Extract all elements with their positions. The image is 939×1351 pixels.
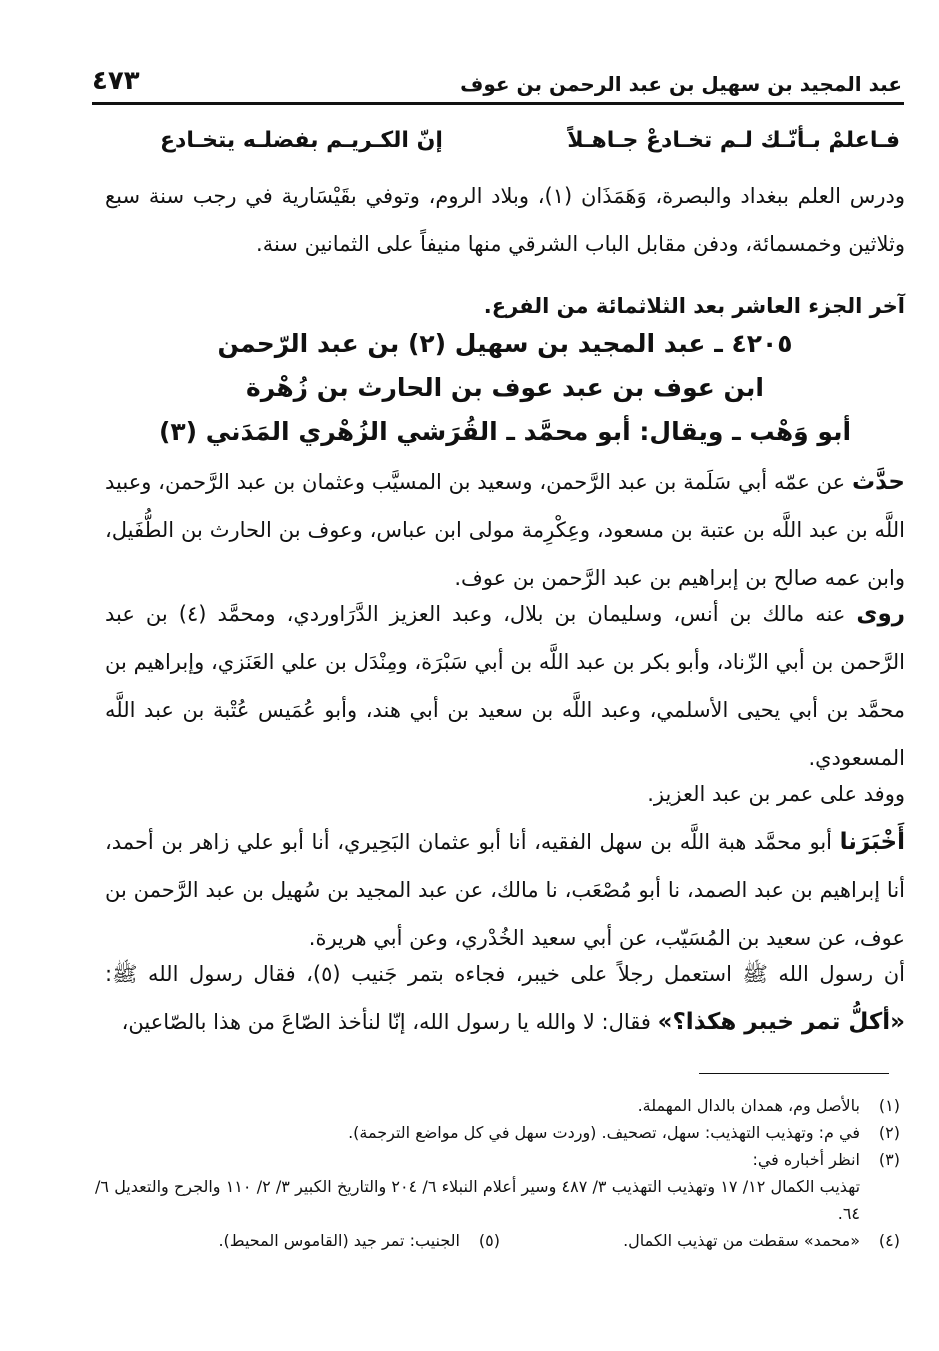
footnote-row-4-5 xyxy=(95,1227,900,1254)
part-end-note: آخر الجزء العاشر بعد الثلاثمائة من الفرع. xyxy=(483,294,905,318)
narrated-by-lead: روى xyxy=(856,601,906,627)
footnote-4 xyxy=(500,1227,900,1254)
footnote-text: بالأصل وم، همدان بالدال المهملة. xyxy=(637,1096,860,1115)
running-title: عبد المجيد بن سهيل بن عبد الرحمن بن عوف xyxy=(460,72,902,96)
footnote-3 xyxy=(95,1146,900,1173)
isnad-text: أبو محمَّد هبة اللَّه بن سهل الفقيه، أنا أبو عثمان البَحِيري، أنا أبو علي زاهر بن أحمد، أنا إبراهيم بن عبد الصمد، نا أبو مُصْعَب، نا مالك، عن عبد المجيد بن سُهيل بن عبد الرَّحمن بن عوف، عن سعيد بن المُسَيّب، عن أبي سعيد الخُدْري، وعن أبي هريرة. xyxy=(105,830,905,950)
footnote-divider xyxy=(699,1073,889,1074)
page-header xyxy=(92,62,902,102)
intro-paragraph: ودرس العلم ببغداد والبصرة، وَهَمَذَان (١)، وبلاد الروم، وتوفي بقَيْسَارية في رجب سنة سبع وثلاثين وخمسمائة، ودفن مقابل الباب الشرقي منها منيفاً على الثمانين سنة. xyxy=(105,184,905,256)
entry-heading-line-2: ابن عوف بن عبد عوف بن الحارث بن زُهْرة xyxy=(246,373,764,402)
hadith-paragraph xyxy=(105,950,905,1046)
footnote-text: الجنيب: تمر جيد (القاموس المحيط). xyxy=(218,1231,460,1250)
narrated-from-paragraph xyxy=(105,458,905,602)
footnote-number: (٥) xyxy=(478,1231,500,1250)
visit-paragraph: ووفد على عمر بن عبد العزيز. xyxy=(647,782,905,806)
footnote-number: (٤) xyxy=(878,1231,900,1250)
footnote-text: «محمد» سقطت من تهذيب الكمال. xyxy=(623,1231,860,1250)
footnote-5 xyxy=(100,1227,500,1254)
narrated-by-text: عنه مالك بن أنس، وسليمان بن بلال، وعبد العزيز الدَّرَاوردي، ومحمَّد (٤) بن عبد الرَّحمن بن أبي الزّناد، وأبو بكر بن عبد اللَّه بن أبي سَبْرَة، ومِنْدَل بن علي العَنَزي، وإبراهيم بن محمَّد بن أبي يحيى الأسلمي، وعبد اللَّه بن سعيد بن أبي هند، وأبو عُمَيس عُتْبة بن عبد اللَّه المسعودي. xyxy=(105,602,905,770)
entry-heading xyxy=(105,322,905,454)
narrated-from-lead: حدَّث xyxy=(852,469,905,495)
verse-second-hemistich: إنّ الكـريـم بفضلـه يتخـادع xyxy=(160,128,443,153)
page-number: ٤٧٣ xyxy=(92,66,140,96)
header-divider xyxy=(92,102,904,105)
entry-heading-line-1: ٤٢٠٥ ـ عبد المجيد بن سهيل (٢) بن عبد الرّحمن xyxy=(217,329,793,358)
isnad-paragraph xyxy=(105,818,905,962)
narrated-by-paragraph xyxy=(105,590,905,782)
narrated-from-text: عن عمّه أبي سَلَمة بن عبد الرَّحمن، وسعيد بن المسيَّب وعثمان بن عبد الرَّحمن، وعبيد اللَّه بن عبد اللَّه بن عتبة بن مسعود، وعِكْرِمة مولى ابن عباس، وعوف بن الحارث بن الطُّفَيل، وابن عمه صالح بن إبراهيم بن عبد الرَّحمن بن عوف. xyxy=(105,470,905,590)
entry-heading-line-3: أبو وَهْب ـ ويقال: أبو محمَّد ـ القُرَشي الزُهْري المَدَني (٣) xyxy=(158,417,852,446)
verse-first-hemistich: فـاعلمْ بـأنّـك لـم تخـادعْ جـاهـلاً xyxy=(567,128,900,153)
poetry-verse xyxy=(160,128,900,172)
footnote-number: (١) xyxy=(878,1096,900,1115)
hadith-quote: «أكلُّ تمر خيبر هكذا؟» xyxy=(657,1009,905,1035)
hadith-tail: فقال: لا والله يا رسول الله، إنّا لنأخذ الصّاعَ من هذا بالصّاعين، xyxy=(121,1010,658,1034)
footnote-number: (٣) xyxy=(878,1150,900,1169)
hadith-text: أن رسول الله ﷺ استعمل رجلاً على خيبر، فجاءه بتمر جَنيب (٥)، فقال رسول الله ﷺ: xyxy=(105,962,905,986)
footnote-1 xyxy=(95,1092,900,1119)
footnotes xyxy=(95,1092,900,1254)
footnote-text: انظر أخباره في: xyxy=(752,1150,860,1169)
footnote-2 xyxy=(95,1119,900,1146)
footnote-number: (٢) xyxy=(878,1123,900,1142)
footnote-text: في م: وتهذيب التهذيب: سهل، تصحيف. (وردت سهل في كل مواضع الترجمة). xyxy=(348,1123,860,1142)
footnote-3-continuation: تهذيب الكمال ١٢/ ١٧ وتهذيب التهذيب ٣/ ٤٨٧ وسير أعلام النبلاء ٦/ ٢٠٤ والتاريخ الكبير ٣/ ٢/ ١١٠ والجرح والتعديل ٦/ ٦٤. xyxy=(95,1177,861,1223)
isnad-lead: أَخْبَرَنا xyxy=(839,829,905,855)
